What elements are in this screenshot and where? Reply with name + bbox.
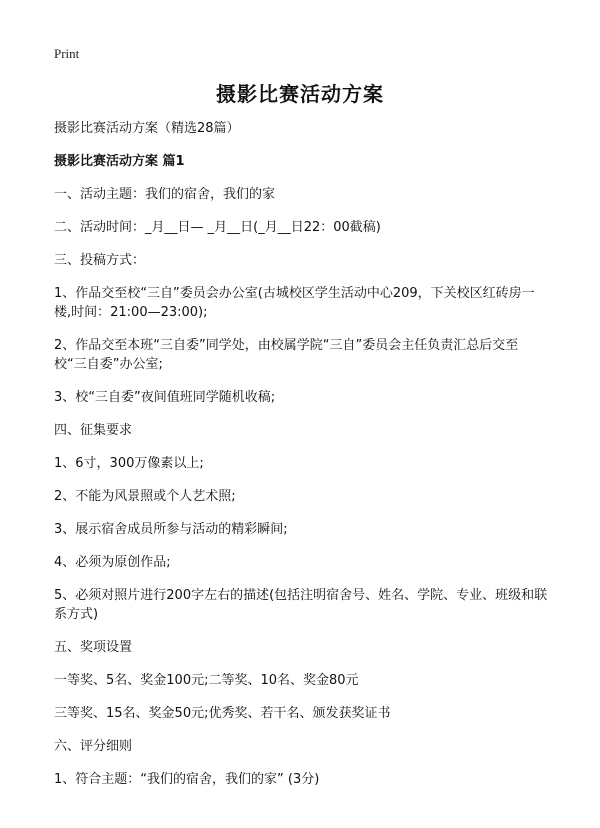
paragraph: 2、不能为风景照或个人艺术照; xyxy=(54,489,236,504)
document-body xyxy=(54,119,550,803)
paragraph: 六、评分细则 xyxy=(54,739,133,754)
paragraph: 三等奖、15名、奖金50元;优秀奖、若干名、颁发获奖证书 xyxy=(54,706,391,721)
paragraph: 1、作品交至校“三自”委员会办公室(古城校区学生活动中心209，下关校区红砖房一楼,时间：21:00—23:00); xyxy=(54,286,535,320)
paragraph: 2、作品交至本班“三自委”同学处，由校属学院“三自”委员会主任负责汇总后交至校“三自委”办公室; xyxy=(54,338,519,372)
section-heading: 摄影比赛活动方案 篇1 xyxy=(54,154,185,169)
paragraph: 四、征集要求 xyxy=(54,423,133,438)
paragraph: 二、活动时间：_月__日— _月__日(_月__日22：00截稿) xyxy=(54,220,381,235)
subtitle: 摄影比赛活动方案（精选28篇） xyxy=(54,121,240,136)
document-title: 摄影比赛活动方案 xyxy=(216,82,384,106)
paragraph: 4、必须为原创作品; xyxy=(54,555,171,570)
print-label: Print xyxy=(54,46,80,61)
paragraph: 三、投稿方式： xyxy=(54,253,146,268)
paragraph: 一、活动主题：我们的宿舍，我们的家 xyxy=(54,187,276,202)
paragraph: 5、必须对照片进行200字左右的描述(包括注明宿舍号、姓名、学院、专业、班级和联系方式) xyxy=(54,588,548,622)
paragraph: 3、展示宿舍成员所参与活动的精彩瞬间; xyxy=(54,522,288,537)
paragraph: 1、符合主题：“我们的宿舍，我们的家” (3分) xyxy=(54,772,320,787)
paragraph: 五、奖项设置 xyxy=(54,640,133,655)
paragraph: 3、校“三自委”夜间值班同学随机收稿; xyxy=(54,390,276,405)
paragraph: 一等奖、5名、奖金100元;二等奖、10名、奖金80元 xyxy=(54,673,359,688)
paragraph: 1、6寸，300万像素以上; xyxy=(54,456,204,471)
